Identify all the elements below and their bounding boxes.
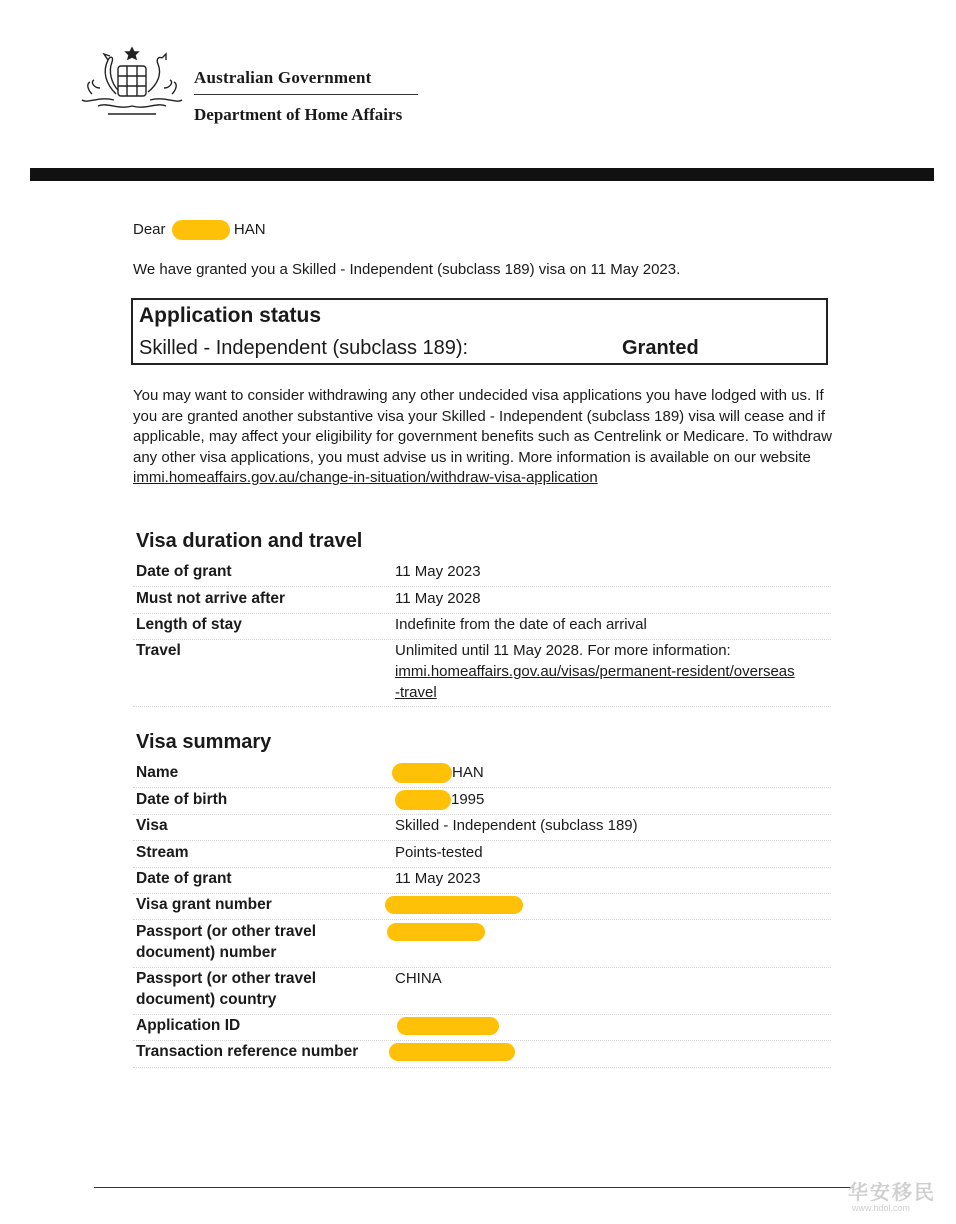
row-value	[395, 894, 825, 915]
application-status-box	[131, 298, 828, 365]
row-label: Date of birth	[136, 791, 228, 808]
table-row	[133, 640, 831, 707]
redacted-grant-number	[385, 896, 523, 914]
watermark-url: www.hdol.com	[852, 1203, 911, 1213]
row-label: Visa	[136, 817, 168, 834]
status-visa-type: Skilled - Independent (subclass 189):	[139, 337, 469, 359]
salutation	[133, 220, 266, 240]
travel-text: Unlimited until 11 May 2028. For more information:	[395, 642, 731, 659]
row-label: Passport (or other travel document) number	[136, 923, 317, 961]
table-row	[133, 868, 831, 894]
status-title: Application status	[139, 304, 322, 327]
notice-text: You may want to consider withdrawing any other undecided visa applications you have lodged with us. If you are granted another substantive visa your Skilled - Independent (subclass 189) visa will cease and if applicable, may affect your eligibility for government benefits such as Centrelink or Medicare. To withdraw any other visa applications, you must advise us in writing. More information is available on our website	[133, 387, 832, 466]
table-row	[133, 968, 831, 1015]
table-row	[133, 1041, 831, 1068]
row-value: 11 May 2028	[395, 590, 481, 607]
row-value	[395, 1041, 825, 1062]
table-row	[133, 894, 831, 920]
footer-rule	[94, 1187, 854, 1188]
header-bar	[30, 168, 934, 181]
row-label: Passport (or other travel document) country	[136, 970, 317, 1008]
table-row	[133, 588, 831, 614]
table-row	[133, 762, 831, 788]
table-row	[133, 921, 831, 968]
redacted-given-name	[392, 763, 452, 783]
department-title: Department of Home Affairs	[194, 105, 403, 124]
coat-of-arms-logo	[78, 44, 186, 124]
row-value: 11 May 2023	[395, 870, 481, 887]
row-label: Visa grant number	[136, 896, 272, 913]
birth-year: 1995	[451, 791, 485, 808]
row-value: Points-tested	[395, 844, 483, 861]
row-label: Transaction reference number	[136, 1043, 359, 1060]
row-value: Indefinite from the date of each arrival	[395, 616, 647, 633]
row-label: Name	[136, 764, 179, 781]
summary-section-title: Visa summary	[136, 731, 272, 753]
overseas-travel-link[interactable]: immi.homeaffairs.gov.au/visas/permanent-resident/overseas-travel	[395, 663, 795, 701]
redacted-birth-date	[395, 790, 451, 810]
row-value	[395, 1015, 825, 1036]
table-row	[133, 842, 831, 868]
row-value: Skilled - Independent (subclass 189)	[395, 817, 638, 834]
table-row	[133, 789, 831, 815]
table-row	[133, 561, 831, 587]
header-rule	[194, 94, 418, 95]
status-value: Granted	[622, 337, 699, 359]
row-label: Date of grant	[136, 870, 232, 887]
row-label: Stream	[136, 844, 189, 861]
government-header	[194, 68, 418, 125]
table-row	[133, 614, 831, 640]
row-label: Travel	[136, 642, 181, 659]
grant-sentence: We have granted you a Skilled - Independent (subclass 189) visa on 11 May 2023.	[133, 261, 681, 278]
row-value	[395, 789, 825, 810]
withdraw-visa-link[interactable]: immi.homeaffairs.gov.au/change-in-situation/withdraw-visa-application	[133, 469, 598, 486]
table-row	[133, 815, 831, 841]
row-label: Length of stay	[136, 616, 242, 633]
redacted-given-name	[172, 220, 230, 240]
gov-title: Australian Government	[194, 68, 372, 87]
name-surname: HAN	[452, 764, 484, 781]
row-value	[395, 921, 825, 942]
salutation-prefix: Dear	[133, 221, 166, 238]
withdrawal-notice	[133, 386, 833, 489]
row-label: Date of grant	[136, 563, 232, 580]
redacted-passport-number	[387, 923, 485, 941]
row-label: Must not arrive after	[136, 590, 286, 607]
watermark: 华安移民	[848, 1182, 936, 1204]
salutation-surname: HAN	[233, 221, 266, 238]
row-label: Application ID	[136, 1017, 241, 1034]
redacted-transaction-reference	[389, 1043, 515, 1061]
table-row	[133, 1015, 831, 1041]
row-value	[395, 762, 825, 783]
redacted-application-id	[397, 1017, 499, 1035]
row-value: CHINA	[395, 970, 442, 987]
row-value	[395, 640, 825, 703]
duration-section-title: Visa duration and travel	[136, 530, 363, 552]
row-value: 11 May 2023	[395, 563, 481, 580]
